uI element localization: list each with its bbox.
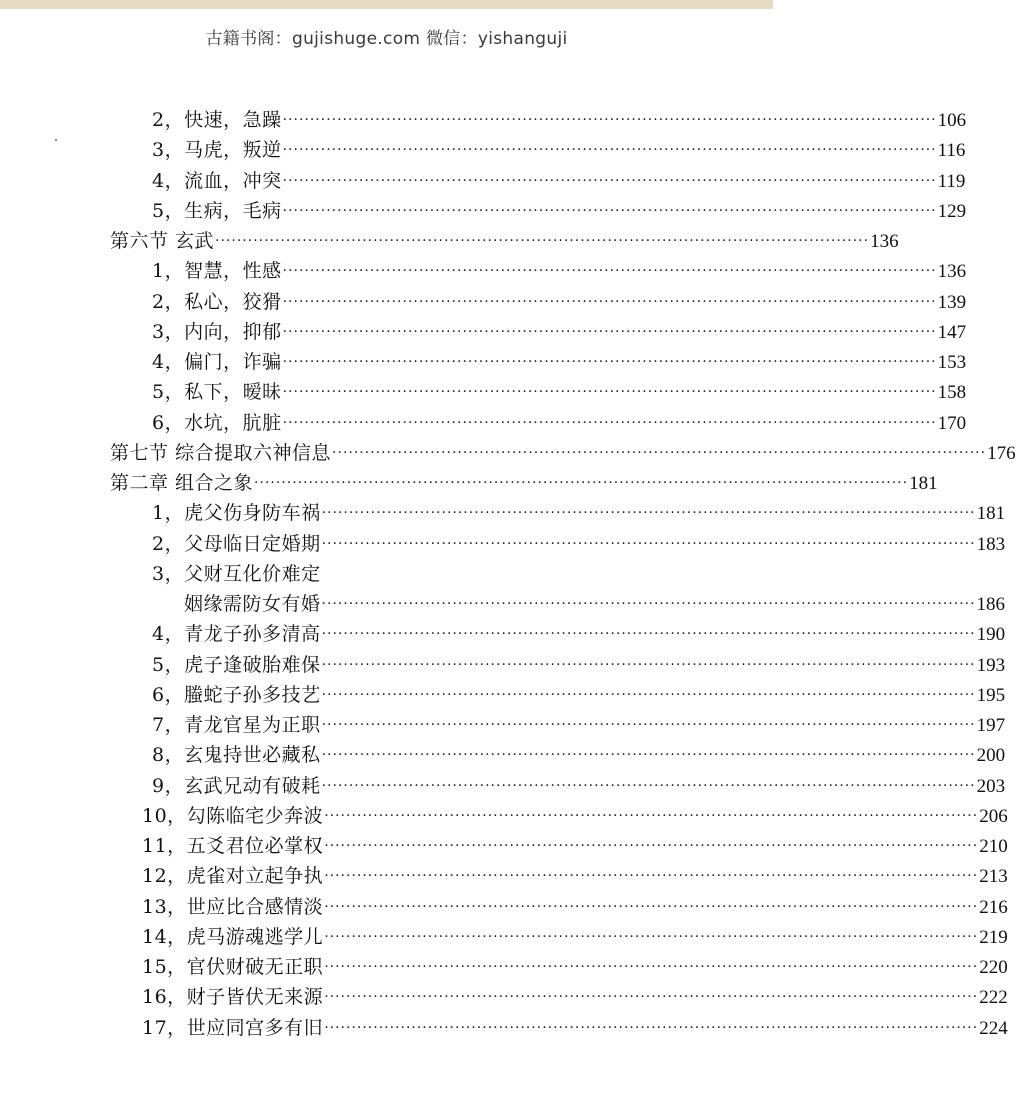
toc-entry <box>0 529 1006 559</box>
toc-entry <box>0 710 1006 740</box>
toc-entry <box>0 226 899 256</box>
dot-leader: ························································································································ <box>332 444 987 461</box>
toc-entry-page: 206 <box>979 805 1008 827</box>
toc-entry-page: 193 <box>976 654 1006 676</box>
toc-entry-page: 220 <box>979 957 1008 978</box>
dot-leader: ························································································································ <box>324 989 979 1006</box>
toc-entry-page: 195 <box>976 684 1006 706</box>
dot-leader: ························································································································ <box>321 535 976 552</box>
toc-entry-title: 5，生病，毛病 <box>152 199 282 222</box>
dot-leader: ························································································································ <box>324 1019 979 1036</box>
toc-entry-title: 12，虎雀对立起争执 <box>142 865 324 888</box>
toc-entry-title: 5，私下，暧昧 <box>152 381 282 404</box>
dot-leader: ························································································································ <box>324 928 979 945</box>
toc-entry <box>0 831 1008 861</box>
toc-entry <box>0 256 967 286</box>
toc-entry-title: 13，世应比合感情淡 <box>142 895 324 918</box>
toc-entry <box>0 619 1006 649</box>
toc-entry-title: 第七节 综合提取六神信息 <box>110 441 332 464</box>
toc-entry-title: 1，智慧，性感 <box>152 260 282 283</box>
toc-entry-title: 3，内向，抑郁 <box>152 320 282 343</box>
toc-entry <box>0 801 1008 831</box>
dot-leader: ························································································································ <box>282 112 937 128</box>
toc-entry-title: 第二章 组合之象 <box>110 472 254 494</box>
toc-entry-page: 176 <box>987 442 1016 464</box>
toc-entry-title: 4，偏门，诈骗 <box>152 351 282 373</box>
toc-entry <box>0 347 967 377</box>
watermark-text: 古籍书阁：gujishuge.com 微信：yishanguji <box>205 29 568 49</box>
toc-entry-title: 6，水坑，肮脏 <box>152 411 282 434</box>
dot-leader: ························································································································ <box>324 959 979 975</box>
toc-entry-page: 200 <box>976 745 1006 767</box>
toc-entry <box>0 650 1006 680</box>
toc-entry <box>0 922 1008 952</box>
toc-entry <box>0 166 966 196</box>
toc-entry <box>0 1013 1008 1043</box>
toc-entry <box>0 589 1006 619</box>
toc-entry-title: 14，虎马游魂逃学儿 <box>142 925 324 948</box>
toc-entry-page: 224 <box>979 1017 1008 1039</box>
toc-entry-page: 186 <box>976 594 1006 615</box>
toc-entry-page: 119 <box>937 170 966 192</box>
toc-entry-page: 222 <box>979 987 1008 1009</box>
dot-leader: ························································································································ <box>254 475 909 491</box>
toc-entry <box>0 287 967 317</box>
toc-entry-title: 9，玄武兄动有破耗 <box>152 774 321 797</box>
dot-leader: ························································································································ <box>282 142 937 159</box>
toc-entry-page: 203 <box>976 775 1006 797</box>
toc-entry <box>0 377 967 407</box>
toc-entry-title: 8，玄鬼持世必藏私 <box>152 744 321 767</box>
toc-entry-page: 136 <box>937 261 967 283</box>
toc-entry-page: 129 <box>937 200 967 222</box>
toc-entry-title: 10，勾陈临宅少奔波 <box>142 804 324 827</box>
top-border <box>0 0 773 9</box>
toc-entry-page: 139 <box>937 291 967 313</box>
toc-entry-page: 170 <box>937 412 967 434</box>
toc-entry-title: 15，官伏财破无正职 <box>142 956 324 978</box>
dot-leader: ························································································································ <box>282 202 937 219</box>
dot-leader: ························································································································ <box>282 354 937 370</box>
toc-entry-title: 3，马虎，叛逆 <box>152 139 282 162</box>
toc-entry-title: 1，虎父伤身防车祸 <box>152 502 321 525</box>
toc-entry-title: 姻缘需防女有婚 <box>184 593 321 615</box>
toc-entry-page: 106 <box>937 110 967 131</box>
toc-entry <box>0 135 966 165</box>
toc-entry-page: 219 <box>979 926 1008 948</box>
toc-entry-page: 210 <box>979 836 1008 857</box>
toc-entry-title: 4，青龙子孙多清高 <box>152 623 321 646</box>
toc-entry-page: 181 <box>976 503 1006 525</box>
dot-leader: ························································································································ <box>321 505 976 522</box>
toc-entry <box>0 680 1006 710</box>
toc-entry <box>0 438 1016 468</box>
dot-leader: ························································································································ <box>324 838 979 854</box>
toc-entry <box>0 498 1006 528</box>
toc-entry-page: 136 <box>870 231 899 252</box>
dot-leader: ························································································································ <box>321 777 976 794</box>
dot-leader: ························································································································ <box>282 384 937 401</box>
toc-entry-title: 5，虎子逢破胎难保 <box>152 653 321 676</box>
dot-leader: ························································································································ <box>282 172 937 189</box>
toc-entry <box>0 771 1006 801</box>
toc-entry-title: 2，快速，急躁 <box>152 109 282 131</box>
dot-leader: ························································································································ <box>324 807 979 824</box>
toc-entry-title: 第六节 玄武 <box>110 230 215 252</box>
dot-leader: ························································································································ <box>321 626 976 643</box>
toc-entry <box>0 952 1008 982</box>
toc-entry-page: 181 <box>909 473 938 494</box>
toc-entry <box>0 408 967 438</box>
table-of-contents <box>0 105 1016 1043</box>
toc-entry <box>0 468 938 498</box>
dot-leader: ························································································································ <box>282 414 937 431</box>
dot-leader: ························································································································ <box>282 293 937 310</box>
toc-entry-title: 7，青龙官星为正职 <box>152 714 321 736</box>
toc-entry <box>0 317 967 347</box>
toc-entry <box>0 740 1006 770</box>
dot-leader: ························································································································ <box>321 686 976 703</box>
dot-leader: ························································································································ <box>324 898 979 915</box>
toc-entry-page: 197 <box>976 715 1006 736</box>
toc-entry-title: 11，五爻君位必掌权 <box>142 835 324 857</box>
dot-leader: ························································································································ <box>324 868 979 885</box>
toc-entry-page: 158 <box>937 382 967 404</box>
dot-leader: ························································································································ <box>282 323 937 340</box>
toc-entry-page: 216 <box>979 896 1008 918</box>
toc-entry <box>0 892 1008 922</box>
toc-entry <box>0 982 1008 1012</box>
toc-entry <box>0 105 967 135</box>
toc-entry-title: 6，螣蛇子孙多技艺 <box>152 683 321 706</box>
toc-entry <box>0 196 967 226</box>
toc-entry-title: 4，流血，冲突 <box>152 169 282 192</box>
toc-entry <box>0 861 1008 891</box>
toc-entry-page: 153 <box>937 352 967 373</box>
toc-entry-title: 3，父财互化价难定 <box>152 562 321 585</box>
dot-leader: ························································································································ <box>282 263 937 280</box>
dot-leader: ························································································································ <box>321 717 976 733</box>
toc-entry-title: 2，私心，狡猾 <box>152 290 282 313</box>
dot-leader: ························································································································ <box>321 747 976 764</box>
toc-entry-page: 116 <box>937 140 966 162</box>
toc-entry-title: 17，世应同宫多有旧 <box>142 1016 324 1039</box>
dot-leader: ························································································································ <box>321 596 976 612</box>
dot-leader: ························································································································ <box>215 233 870 249</box>
toc-entry-page: 213 <box>979 866 1008 888</box>
toc-entry-page: 147 <box>937 321 967 343</box>
toc-entry-page: 190 <box>976 624 1006 646</box>
toc-entry <box>0 559 773 589</box>
toc-entry-title: 2，父母临日定婚期 <box>152 532 321 555</box>
toc-entry-page: 183 <box>976 533 1006 555</box>
dot-leader: ························································································································ <box>321 656 976 673</box>
toc-entry-title: 16，财子皆伏无来源 <box>142 986 324 1009</box>
